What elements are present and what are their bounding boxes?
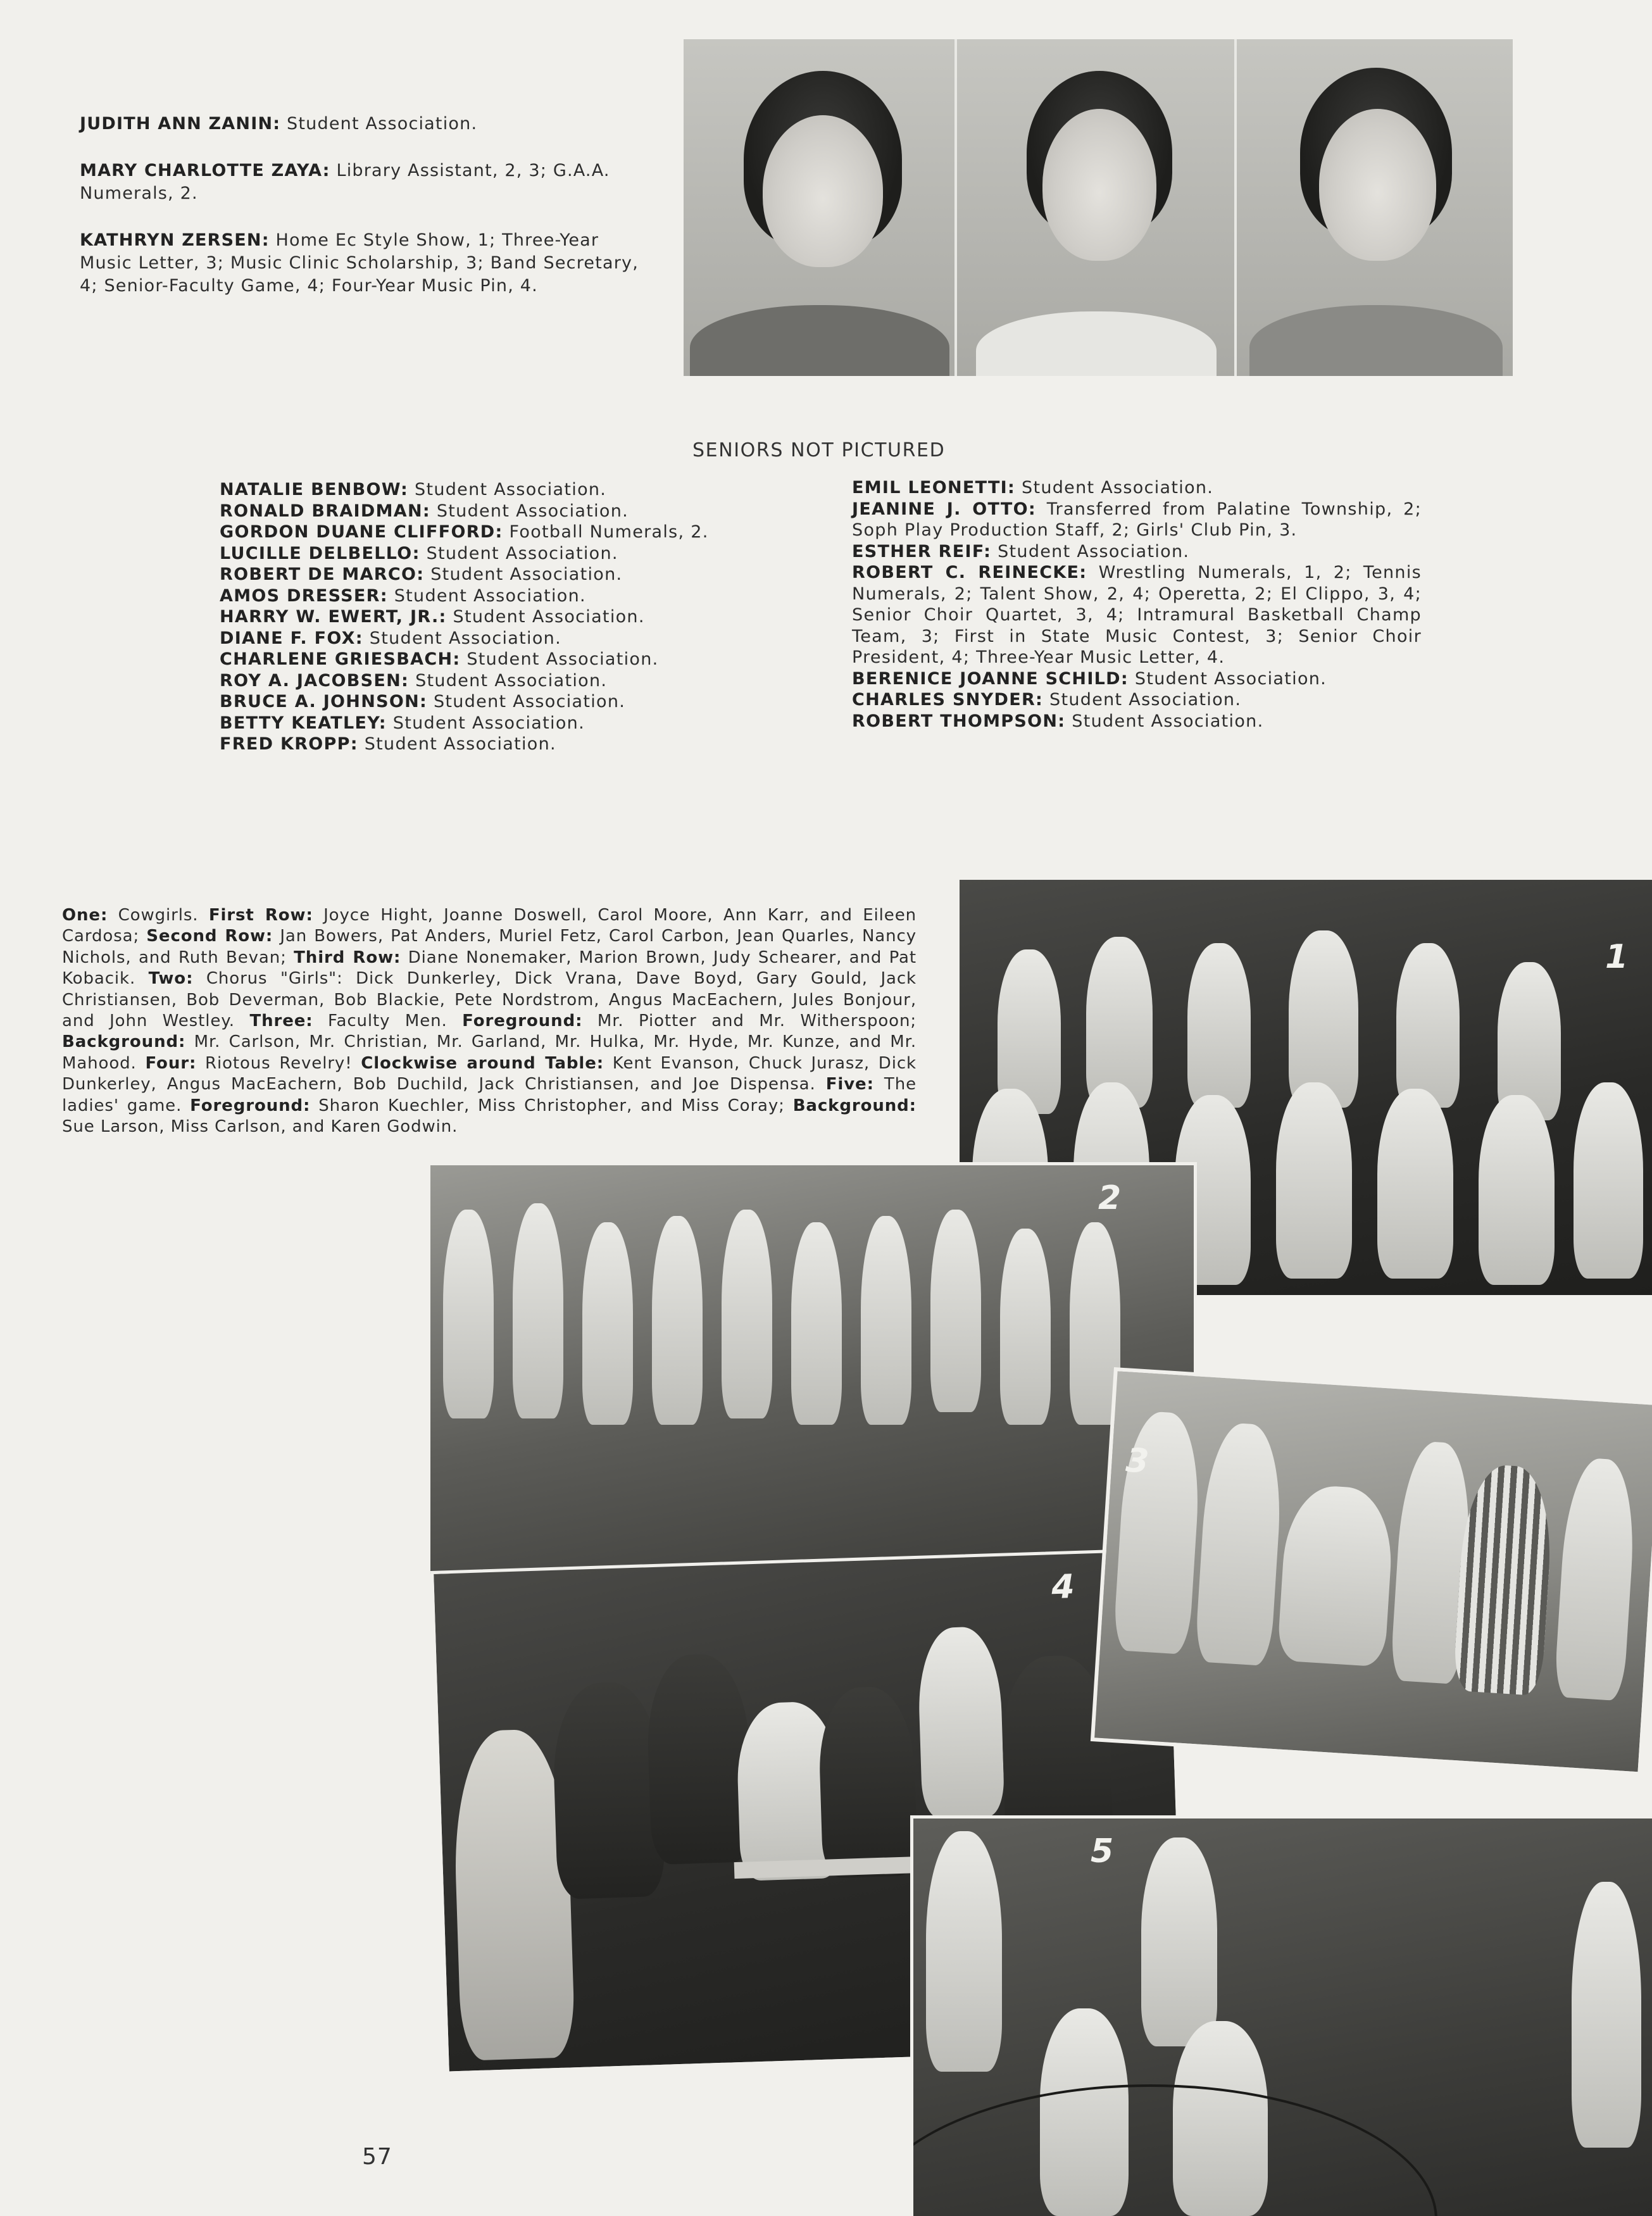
senior-entry: KATHRYN ZERSEN: Home Ec Style Show, 1; Three-Year Music Letter, 3; Music Clinic Scholarship, 3; Band Secretary, 4; Senior-Faculty Game, 4; Four-Year Music Pin, 4. <box>80 230 639 296</box>
page-number: 57 <box>362 2144 392 2170</box>
portrait-photo <box>957 39 1236 376</box>
list-item: HARRY W. EWERT, JR.: Student Association. <box>220 607 645 627</box>
senior-entry: MARY CHARLOTTE ZAYA: Library Assistant, 2, 3; G.A.A. Numerals, 2. <box>80 161 610 203</box>
portrait-photo <box>1237 39 1513 376</box>
list-item: AMOS DRESSER: Student Association. <box>220 585 586 606</box>
list-item: ROBERT THOMPSON: Student Association. <box>852 711 1264 731</box>
photo-number: 4 <box>1051 1568 1075 1607</box>
list-item: ESTHER REIF: Student Association. <box>852 541 1190 561</box>
list-item: RONALD BRAIDMAN: Student Association. <box>220 501 629 521</box>
group-photo-chorus <box>427 1162 1197 1577</box>
list-item: CHARLES SNYDER: Student Association. <box>852 690 1242 710</box>
list-item: ROY A. JACOBSEN: Student Association. <box>220 670 608 691</box>
list-item: LUCILLE DELBELLO: Student Association. <box>220 543 618 563</box>
photo-number: 2 <box>1098 1179 1122 1217</box>
list-item: BETTY KEATLEY: Student Association. <box>220 713 585 733</box>
group-photo-faculty <box>1091 1367 1652 1776</box>
not-pictured-left-list <box>220 479 815 755</box>
photo-number: 3 <box>1124 1441 1150 1481</box>
photo-caption: One: Cowgirls. First Row: Joyce Hight, Joanne Doswell, Carol Moore, Ann Karr, and Eileen Cardosa; Second Row: Jan Bowers, Pat Anders, Muriel Fetz, Carol Carbon, Jean Quarles, Nancy Nichols, and Ruth Bevan; Third Row: Diane Nonemaker, Marion Brown, Judy Schearer, and Pat Kobacik. Two: Chorus "Girls": Dick Dunkerley, Dick Vrana, Dave Boyd, Gary Gould, Jack Christiansen, Bob Deverman, Bob Blackie, Pete Nordstrom, Angus MacEachern, Jules Bonjour, and John Westley. Three: Faculty Men. Foreground: Mr. Piotter and Mr. Witherspoon; Background: Mr. Carlson, Mr. Christian, Mr. Garland, Mr. Hulka, Mr. Hyde, Mr. Kunze, and Mr. Mahood. Four: Riotous Revelry! Clockwise around Table: Kent Evanson, Chuck Jurasz, Dick Dunkerley, Angus MacEachern, Bob Duchild, Jack Christiansen, and Joe Dispensa. Five: The ladies' game. Foreground: Sharon Kuechler, Miss Christopher, and Miss Coray; Background: Sue Larson, Miss Carlson, and Karen Godwin. <box>62 906 917 1137</box>
list-item: NATALIE BENBOW: Student Association. <box>220 480 607 499</box>
list-item: BRUCE A. JOHNSON: Student Association. <box>220 692 626 711</box>
photo-number: 5 <box>1091 1832 1114 1870</box>
list-item: GORDON DUANE CLIFFORD: Football Numerals, 2. <box>220 522 709 542</box>
list-item: ROBERT DE MARCO: Student Association. <box>220 565 623 584</box>
list-item: CHARLENE GRIESBACH: Student Association. <box>220 649 659 669</box>
list-item: FRED KROPP: Student Association. <box>220 734 556 754</box>
senior-entries <box>80 113 648 297</box>
portrait-photo <box>684 39 957 376</box>
not-pictured-right-list <box>852 477 1422 732</box>
photo-number: 1 <box>1605 938 1629 976</box>
section-heading: SENIORS NOT PICTURED <box>692 439 946 461</box>
list-item: ROBERT C. REINECKE: Wrestling Numerals, 1, 2; Tennis Numerals, 2; Talent Show, 2, 4; Operetta, 2; El Clippo, 3, 4; Senior Choir Quartet, 3, 4; Intramural Basketball Champ Team, 3; First in State Music Contest, 3; Senior Choir President, 4; Three-Year Music Letter, 4. <box>852 563 1422 667</box>
list-item: JEANINE J. OTTO: Transferred from Palatine Township, 2; Soph Play Production Staff, 2; Girls' Club Pin, 3. <box>852 499 1422 540</box>
group-photo-ladies-game <box>910 1815 1652 2216</box>
list-item: BERENICE JOANNE SCHILD: Student Association. <box>852 668 1327 689</box>
portrait-strip <box>684 39 1513 376</box>
list-item: EMIL LEONETTI: Student Association. <box>852 478 1214 498</box>
senior-entry: JUDITH ANN ZANIN: Student Association. <box>80 114 478 134</box>
list-item: DIANE F. FOX: Student Association. <box>220 628 561 648</box>
